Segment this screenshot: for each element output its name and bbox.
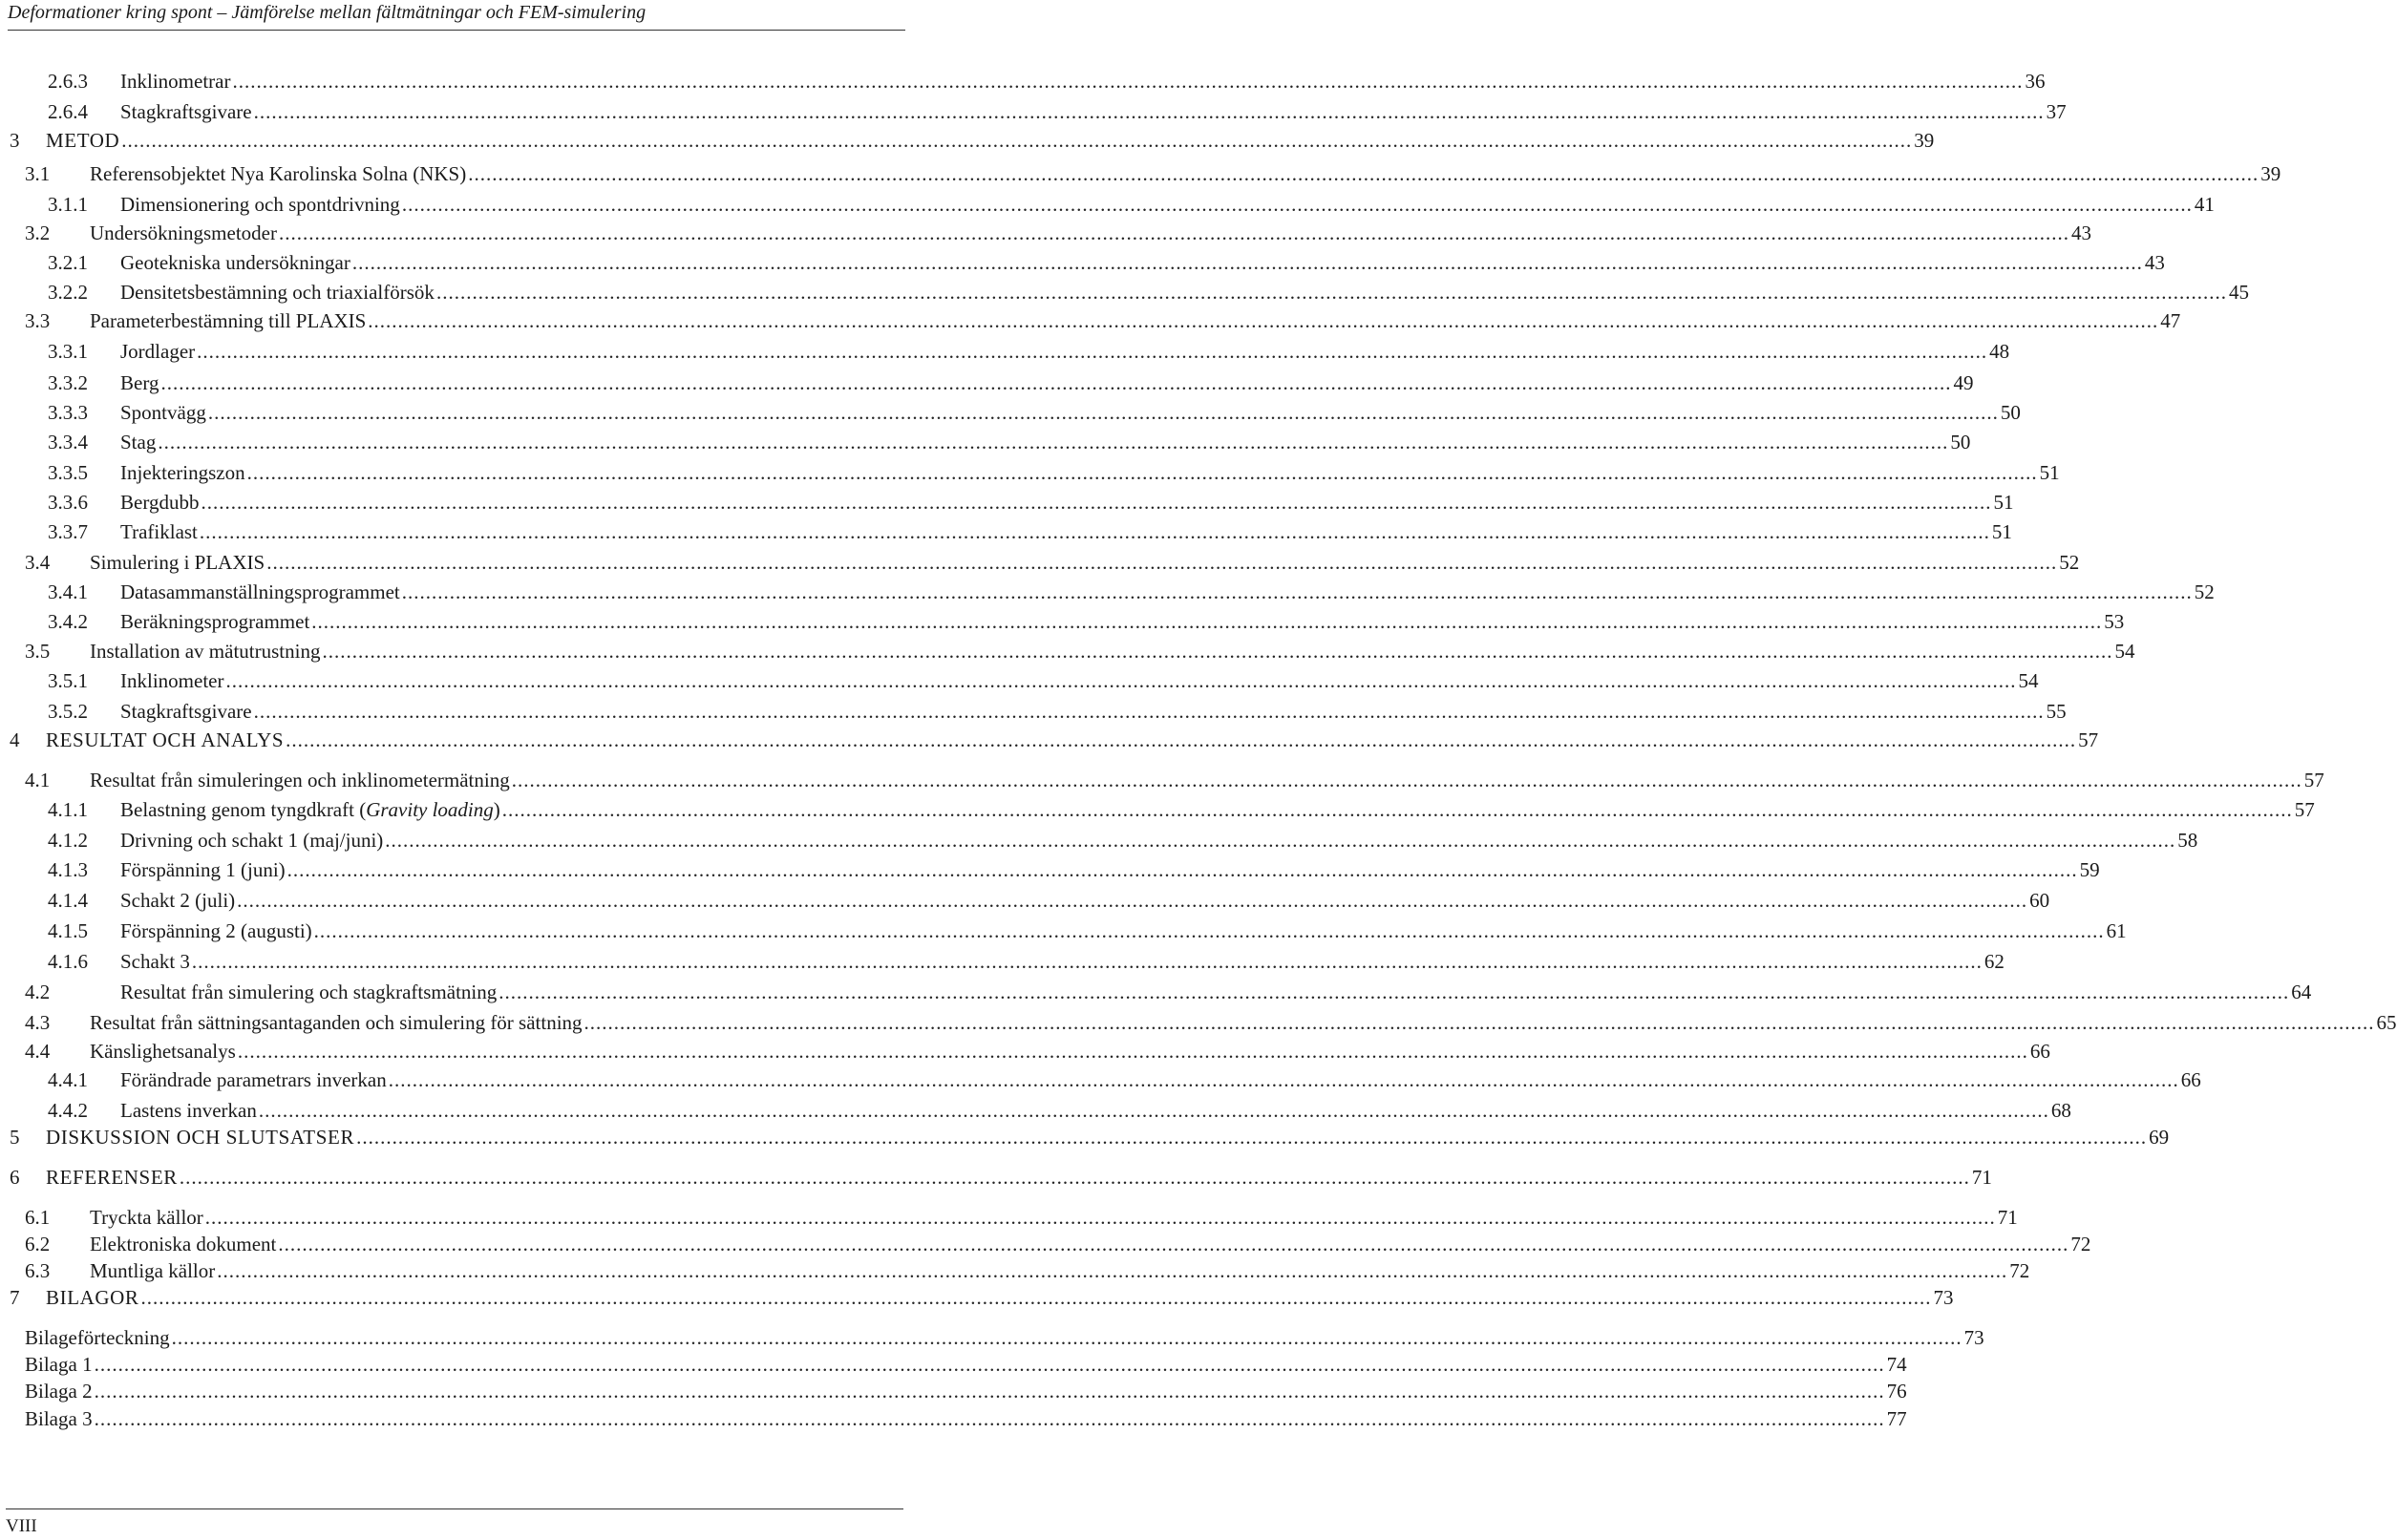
toc-entry-title: Drivning och schakt 1 (maj/juni)	[120, 829, 384, 852]
toc-entry-title: Känslighetsanalys	[90, 1040, 236, 1063]
toc-entry-page: 43	[2144, 251, 2165, 274]
toc-entry-title: Datasammanställningsprogrammet	[120, 580, 400, 603]
toc-entry-number: 3.4	[25, 551, 51, 574]
toc-entry-page: 73	[1963, 1326, 1984, 1349]
toc-entry-number: 3.3.6	[48, 491, 88, 514]
toc-entry[interactable]	[0, 947, 2005, 976]
toc-entry-page: 69	[2149, 1126, 2170, 1149]
toc-entry-title: REFERENSER	[46, 1166, 178, 1189]
toc-entry[interactable]	[0, 428, 1971, 456]
toc-entry-title: Bilaga 2	[25, 1380, 93, 1403]
dot-leader: ............................................................................................................................................................................................................................................................................................................	[356, 1126, 2148, 1149]
toc-entry-number: 3	[10, 129, 21, 152]
toc-entry-title: Elektroniska dokument	[90, 1233, 277, 1255]
dot-leader: ............................................................................................................................................................................................................................................................................................................	[197, 340, 1988, 363]
dot-leader: ............................................................................................................................................................................................................................................................................................................	[94, 1353, 1885, 1376]
toc-entry-number: 3.3.4	[48, 431, 88, 454]
toc-entry[interactable]	[0, 978, 2312, 1006]
toc-entry[interactable]	[0, 190, 2215, 219]
toc-entry-number: 4.1.4	[48, 889, 88, 912]
toc-entry-page: 51	[1991, 520, 2012, 543]
toc-entry-page: 54	[2018, 669, 2039, 692]
toc-entry[interactable]	[0, 337, 2010, 366]
toc-entry-page: 53	[2104, 610, 2125, 633]
toc-entry-title: Belastning genom tyngdkraft (Gravity loading)	[120, 798, 500, 821]
toc-entry[interactable]	[0, 637, 2135, 665]
toc-entry-title: Lastens inverkan	[120, 1099, 257, 1122]
toc-entry[interactable]	[0, 607, 2125, 636]
toc-entry[interactable]	[0, 1230, 2091, 1258]
toc-entry-page: 68	[2050, 1099, 2071, 1122]
toc-entry[interactable]	[0, 67, 2046, 95]
toc-entry-page: 48	[1989, 340, 2010, 363]
toc-entry[interactable]	[0, 1350, 1907, 1379]
toc-entry-page: 61	[2106, 919, 2127, 942]
dot-leader: ............................................................................................................................................................................................................................................................................................................	[258, 1099, 2049, 1122]
toc-entry-title: Spontvägg	[120, 401, 206, 424]
toc-entry-title: Schakt 2 (juli)	[120, 889, 236, 912]
toc-entry-number: 4.1.5	[48, 919, 88, 942]
toc-entry-number: 3.3.1	[48, 340, 88, 363]
toc-entry[interactable]	[0, 1096, 2071, 1125]
dot-leader: ............................................................................................................................................................................................................................................................................................................	[94, 1407, 1885, 1430]
toc-entry-number: 3.5	[25, 640, 51, 663]
toc-entry[interactable]	[0, 1256, 2030, 1285]
toc-entry-number: 2.6.4	[48, 100, 88, 123]
toc-entry-number: 3.3.7	[48, 520, 88, 543]
toc-entry[interactable]	[0, 1404, 1907, 1433]
dot-leader: ............................................................................................................................................................................................................................................................................................................	[246, 461, 2038, 484]
toc-entry-page: 50	[2000, 401, 2021, 424]
toc-entry[interactable]	[0, 666, 2039, 695]
dot-leader: ............................................................................................................................................................................................................................................................................................................	[511, 769, 2302, 791]
toc-entry-page: 76	[1886, 1380, 1907, 1403]
dot-leader: ............................................................................................................................................................................................................................................................................................................	[468, 162, 2259, 185]
toc-entry-number: 4.4.2	[48, 1099, 88, 1122]
toc-entry-page: 43	[2070, 222, 2091, 244]
toc-entry-number: 3.1.1	[48, 193, 88, 216]
toc-entry-number: 3.4.1	[48, 580, 88, 603]
footer-divider	[6, 1508, 903, 1509]
dot-leader: ............................................................................................................................................................................................................................................................................................................	[401, 193, 2193, 216]
toc-entry[interactable]	[0, 159, 2281, 188]
toc-entry-title: Inklinometrar	[120, 70, 231, 93]
dot-leader: ............................................................................................................................................................................................................................................................................................................	[401, 580, 2193, 603]
dot-leader: ............................................................................................................................................................................................................................................................................................................	[286, 728, 2077, 751]
toc-entry-number: 4.1.3	[48, 858, 88, 881]
toc-entry-number: 3.2	[25, 222, 51, 244]
toc-entry[interactable]	[0, 248, 2165, 277]
dot-leader: ............................................................................................................................................................................................................................................................................................................	[253, 700, 2045, 723]
toc-entry-title: Simulering i PLAXIS	[90, 551, 265, 574]
dot-leader: ............................................................................................................................................................................................................................................................................................................	[266, 551, 2058, 574]
toc-entry-page: 41	[2194, 193, 2215, 216]
dot-leader: ............................................................................................................................................................................................................................................................................................................	[179, 1166, 1970, 1189]
toc-entry[interactable]	[0, 548, 2080, 577]
toc-entry-title: Stagkraftsgivare	[120, 700, 252, 723]
toc-entry-number: 2.6.3	[48, 70, 88, 93]
toc-entry-page: 54	[2114, 640, 2135, 663]
toc-entry-title: METOD	[46, 129, 120, 152]
toc-entry-title: Injekteringszon	[120, 461, 245, 484]
toc-entry-title: Bilaga 3	[25, 1407, 93, 1430]
toc-entry-page: 52	[2194, 580, 2215, 603]
toc-entry-page: 62	[1983, 950, 2005, 973]
toc-entry-number: 3.5.2	[48, 700, 88, 723]
toc-entry[interactable]	[0, 766, 2324, 794]
toc-entry-title: Bilageförteckning	[25, 1326, 170, 1349]
dot-leader: ............................................................................................................................................................................................................................................................................................................	[237, 1040, 2028, 1063]
toc-entry-title: Berg	[120, 371, 159, 394]
toc-entry[interactable]	[0, 126, 1935, 155]
toc-entry-title: Muntliga källor	[90, 1259, 216, 1282]
toc-entry-page: 73	[1933, 1286, 1954, 1309]
toc-entry-number: 5	[10, 1126, 21, 1149]
toc-entry-number: 4	[10, 728, 21, 751]
toc-entry-page: 51	[1993, 491, 2014, 514]
toc-entry[interactable]	[0, 458, 2060, 487]
toc-entry-page: 72	[2009, 1259, 2030, 1282]
dot-leader: ............................................................................................................................................................................................................................................................................................................	[201, 491, 1992, 514]
toc-entry-title: Stagkraftsgivare	[120, 100, 252, 123]
dot-leader: ............................................................................................................................................................................................................................................................................................................	[204, 1206, 1996, 1229]
toc-entry-page: 66	[2180, 1068, 2201, 1091]
dot-leader: ............................................................................................................................................................................................................................................................................................................	[171, 1326, 1962, 1349]
dot-leader: ............................................................................................................................................................................................................................................................................................................	[583, 1011, 2375, 1034]
toc-entry[interactable]	[0, 517, 2012, 546]
toc-entry-number: 4.1.2	[48, 829, 88, 852]
toc-entry-page: 45	[2228, 281, 2249, 304]
toc-entry[interactable]	[0, 1065, 2201, 1094]
toc-entry-page: 37	[2046, 100, 2067, 123]
toc-entry-page: 60	[2029, 889, 2050, 912]
toc-entry-page: 58	[2177, 829, 2198, 852]
toc-entry-number: 6.1	[25, 1206, 51, 1229]
toc-entry-number: 3.3.2	[48, 371, 88, 394]
toc-entry-title: Bergdubb	[120, 491, 200, 514]
dot-leader: ............................................................................................................................................................................................................................................................................................................	[121, 129, 1913, 152]
toc-entry-title: Undersökningsmetoder	[90, 222, 277, 244]
toc-entry[interactable]	[0, 488, 2014, 517]
toc-entry-page: 57	[2303, 769, 2324, 791]
toc-entry-number: 4.4.1	[48, 1068, 88, 1091]
toc-entry-title: Geotekniska undersökningar	[120, 251, 350, 274]
toc-entry-number: 4.1	[25, 769, 51, 791]
toc-entry-page: 71	[1997, 1206, 2018, 1229]
toc-entry-title: Stag	[120, 431, 157, 454]
toc-entry[interactable]	[0, 1377, 1907, 1405]
dot-leader: ............................................................................................................................................................................................................................................................................................................	[435, 281, 2227, 304]
toc-entry-title: Beräkningsprogrammet	[120, 610, 310, 633]
toc-entry[interactable]	[0, 855, 2100, 884]
toc-entry[interactable]	[0, 1037, 2050, 1065]
toc-entry-page: 74	[1886, 1353, 1907, 1376]
page-number: VIII	[6, 1516, 37, 1536]
toc-entry-title: Referensobjektet Nya Karolinska Solna (NKS)	[90, 162, 467, 185]
toc-entry-number: 3.3.3	[48, 401, 88, 424]
toc-entry-number: 4.1.1	[48, 798, 88, 821]
toc-entry[interactable]	[0, 886, 2050, 915]
toc-entry-number: 4.3	[25, 1011, 51, 1034]
toc-entry-title: RESULTAT OCH ANALYS	[46, 728, 285, 751]
toc-entry-page: 66	[2029, 1040, 2050, 1063]
toc-entry-title: Installation av mätutrustning	[90, 640, 321, 663]
toc-entry-page: 49	[1953, 371, 1974, 394]
toc-entry-title: Förspänning 1 (juni)	[120, 858, 286, 881]
toc-entry[interactable]	[0, 306, 2181, 335]
toc-entry-number: 4.4	[25, 1040, 51, 1063]
toc-entry-page: 47	[2160, 309, 2181, 332]
toc-entry-page: 39	[2260, 162, 2281, 185]
dot-leader: ............................................................................................................................................................................................................................................................................................................	[160, 371, 1952, 394]
dot-leader: ............................................................................................................................................................................................................................................................................................................	[225, 669, 2017, 692]
toc-entry-title: Densitetsbestämning och triaxialförsök	[120, 281, 435, 304]
dot-leader: ............................................................................................................................................................................................................................................................................................................	[501, 798, 2293, 821]
dot-leader: ............................................................................................................................................................................................................................................................................................................	[237, 889, 2028, 912]
toc-entry[interactable]	[0, 795, 2315, 824]
toc-entry-number: 3.4.2	[48, 610, 88, 633]
toc-entry[interactable]	[0, 1123, 2170, 1151]
dot-leader: ............................................................................................................................................................................................................................................................................................................	[253, 100, 2045, 123]
toc-entry-number: 3.1	[25, 162, 51, 185]
toc-entry-title: Jordlager	[120, 340, 196, 363]
toc-entry-page: 51	[2039, 461, 2060, 484]
toc-entry-title: Trafiklast	[120, 520, 198, 543]
toc-entry-number: 3.5.1	[48, 669, 88, 692]
toc-entry[interactable]	[0, 1323, 1984, 1352]
toc-entry[interactable]	[0, 578, 2215, 606]
dot-leader: ............................................................................................................................................................................................................................................................................................................	[278, 222, 2069, 244]
toc-entry-page: 65	[2376, 1011, 2397, 1034]
toc-entry[interactable]	[0, 369, 1974, 397]
toc-entry-title: BILAGOR	[46, 1286, 139, 1309]
toc-entry-page: 72	[2070, 1233, 2091, 1255]
toc-entry-title: Resultat från simulering och stagkraftsmätning	[120, 981, 498, 1003]
toc-entry[interactable]	[0, 278, 2249, 306]
toc-entry[interactable]	[0, 826, 2198, 854]
toc-entry-title: Bilaga 1	[25, 1353, 93, 1376]
toc-entry-number: 6.3	[25, 1259, 51, 1282]
toc-entry-page: 71	[1971, 1166, 1992, 1189]
toc-entry-title: Inklinometer	[120, 669, 224, 692]
toc-entry-number: 4.2	[25, 981, 51, 1003]
toc-entry-number: 6	[10, 1166, 21, 1189]
toc-entry-page: 59	[2079, 858, 2100, 881]
dot-leader: ............................................................................................................................................................................................................................................................................................................	[278, 1233, 2069, 1255]
toc-entry-page: 36	[2025, 70, 2046, 93]
toc-entry-number: 3.2.1	[48, 251, 88, 274]
toc-entry-title: DISKUSSION OCH SLUTSATSER	[46, 1126, 355, 1149]
toc-entry-page: 57	[2078, 728, 2099, 751]
dot-leader: ............................................................................................................................................................................................................................................................................................................	[498, 981, 2290, 1003]
toc-entry-number: 3.2.2	[48, 281, 88, 304]
toc-entry-page: 52	[2059, 551, 2080, 574]
dot-leader: ............................................................................................................................................................................................................................................................................................................	[191, 950, 1983, 973]
toc-entry-page: 39	[1914, 129, 1935, 152]
toc-entry-page: 50	[1950, 431, 1971, 454]
dot-leader: ............................................................................................................................................................................................................................................................................................................	[313, 919, 2105, 942]
toc-entry-page: 64	[2291, 981, 2312, 1003]
dot-leader: ............................................................................................................................................................................................................................................................................................................	[158, 431, 1949, 454]
toc-entry-title: Schakt 3	[120, 950, 190, 973]
toc-entry-number: 4.1.6	[48, 950, 88, 973]
toc-entry[interactable]	[0, 1283, 1954, 1312]
dot-leader: ............................................................................................................................................................................................................................................................................................................	[385, 829, 2176, 852]
toc-entry-number: 3.3.5	[48, 461, 88, 484]
toc-entry[interactable]	[0, 1203, 2018, 1232]
dot-leader: ............................................................................................................................................................................................................................................................................................................	[94, 1380, 1885, 1403]
toc-entry-number: 7	[10, 1286, 21, 1309]
toc-entry[interactable]	[0, 697, 2067, 726]
dot-leader: ............................................................................................................................................................................................................................................................................................................	[388, 1068, 2179, 1091]
toc-entry-title: Parameterbestämning till PLAXIS	[90, 309, 367, 332]
dot-leader: ............................................................................................................................................................................................................................................................................................................	[322, 640, 2113, 663]
toc-entry-number: 6.2	[25, 1233, 51, 1255]
toc-entry-title: Förspänning 2 (augusti)	[120, 919, 312, 942]
dot-leader: ............................................................................................................................................................................................................................................................................................................	[199, 520, 1990, 543]
dot-leader: ............................................................................................................................................................................................................................................................................................................	[217, 1259, 2008, 1282]
toc-entry-title: Förändrade parametrars inverkan	[120, 1068, 387, 1091]
toc-entry-page: 77	[1886, 1407, 1907, 1430]
toc-entry-page: 55	[2046, 700, 2067, 723]
toc-entry[interactable]	[0, 917, 2127, 945]
running-header: Deformationer kring spont – Jämförelse mellan fältmätningar och FEM-simulering	[8, 2, 905, 31]
dot-leader: ............................................................................................................................................................................................................................................................................................................	[286, 858, 2078, 881]
dot-leader: ............................................................................................................................................................................................................................................................................................................	[207, 401, 1999, 424]
dot-leader: ............................................................................................................................................................................................................................................................................................................	[351, 251, 2143, 274]
toc-entry[interactable]	[0, 97, 2067, 126]
toc-entry-number: 3.3	[25, 309, 51, 332]
dot-leader: ............................................................................................................................................................................................................................................................................................................	[140, 1286, 1932, 1309]
toc-entry-title: Dimensionering och spontdrivning	[120, 193, 400, 216]
dot-leader: ............................................................................................................................................................................................................................................................................................................	[368, 309, 2159, 332]
dot-leader: ............................................................................................................................................................................................................................................................................................................	[232, 70, 2024, 93]
dot-leader: ............................................................................................................................................................................................................................................................................................................	[311, 610, 2103, 633]
toc-entry[interactable]	[0, 219, 2091, 247]
toc-entry-title: Resultat från sättningsantaganden och simulering för sättning	[90, 1011, 583, 1034]
toc-entry-page: 57	[2294, 798, 2315, 821]
toc-entry[interactable]	[0, 1163, 1992, 1192]
toc-entry[interactable]	[0, 1008, 2397, 1037]
toc-entry-title: Resultat från simuleringen och inklinometermätning	[90, 769, 510, 791]
toc-entry[interactable]	[0, 398, 2021, 427]
toc-entry[interactable]	[0, 726, 2099, 754]
toc-entry-title: Tryckta källor	[90, 1206, 203, 1229]
